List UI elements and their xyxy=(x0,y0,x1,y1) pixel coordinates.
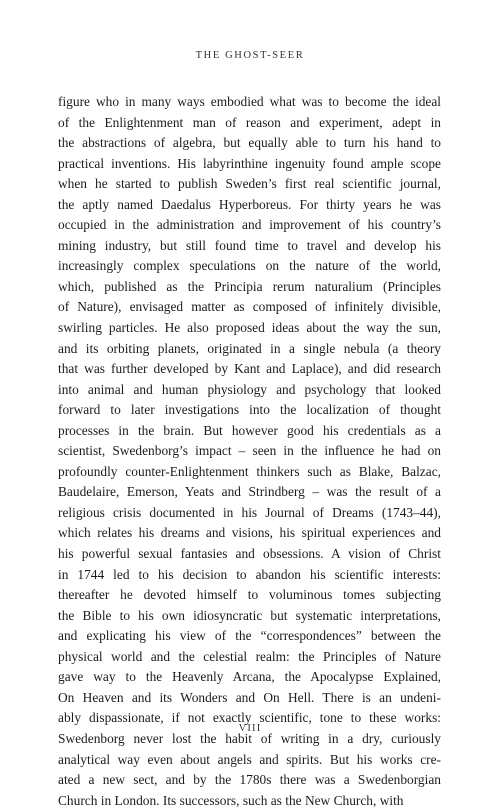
text-line: occupied in the administration and improvement of his country’s xyxy=(58,217,441,233)
text-line: of Nature), envisaged matter as composed of infinitely divisible, xyxy=(58,299,441,315)
text-line: ated a new sect, and by the 1780s there was a Swedenborgian xyxy=(58,772,441,788)
text-line: that was further developed by Kant and Laplace), and did research xyxy=(58,361,441,377)
text-line: the abstractions of algebra, but equally able to turn his hand to xyxy=(58,135,441,151)
text-line: when he started to publish Sweden’s first real scientific journal, xyxy=(58,176,441,192)
text-line: ably dispassionate, if not exactly scientific, tone to these works: xyxy=(58,710,441,726)
text-line: thereafter he devoted himself to voluminous tomes subjecting xyxy=(58,587,441,603)
text-line: the Bible to his own idiosyncratic but systematic interpretations, xyxy=(58,607,441,623)
text-line: of the Enlightenment man of reason and experiment, adept in xyxy=(58,114,441,130)
text-line: figure who in many ways embodied what was to become the ideal xyxy=(58,94,441,109)
text-line: the aptly named Daedalus Hyperboreus. For thirty years he was xyxy=(58,196,441,212)
text-line: forward to later investigations into the localization of thought xyxy=(58,402,441,418)
text-line: into animal and human physiology and psychology that looked xyxy=(58,381,441,397)
text-line: and explicating his view of the “correspondences” between the xyxy=(58,628,441,644)
text-line: Swedenborg never lost the habit of writing in a dry, curiously xyxy=(58,730,441,746)
text-line: practical inventions. His labyrinthine ingenuity found ample scope xyxy=(58,155,441,171)
text-line: which relates his dreams and visions, his spiritual experiences and xyxy=(58,525,441,541)
text-line: in 1744 led to his decision to abandon his scientific interests: xyxy=(58,566,441,582)
text-line: On Heaven and its Wonders and On Hell. There is an undeni- xyxy=(58,689,441,705)
text-line: mining industry, but still found time to travel and develop his xyxy=(58,237,441,253)
text-line: gave way to the Heavenly Arcana, the Apocalypse Explained, xyxy=(58,669,441,685)
text-line: scientist, Swedenborg’s impact – seen in the influence he had on xyxy=(58,443,441,459)
text-line: physical world and the celestial realm: the Principles of Nature xyxy=(58,648,441,664)
text-line: Church in London. Its successors, such as the New Church, with xyxy=(58,792,404,808)
text-line: and its orbiting planets, originated in a single nebula (a theory xyxy=(58,340,441,356)
text-line: processes in the brain. But however good his credentials as a xyxy=(58,422,441,438)
text-line: which, published as the Principia rerum naturalium (Principles xyxy=(58,278,441,294)
text-line: his powerful sexual fantasies and obsessions. A vision of Christ xyxy=(58,546,441,562)
text-line: religious crisis documented in his Journal of Dreams (1743–44), xyxy=(58,504,441,520)
running-head: THE GHOST-SEER xyxy=(195,50,305,61)
text-line: analytical way even about angels and spirits. But his works cre- xyxy=(58,751,441,767)
text-line: swirling particles. He also proposed ideas about the way the sun, xyxy=(58,320,441,336)
text-line: profoundly counter-Enlightenment thinkers such as Blake, Balzac, xyxy=(58,463,441,479)
text-line: increasingly complex speculations on the nature of the world, xyxy=(58,258,441,274)
body-text xyxy=(58,92,441,811)
page-number: VIII xyxy=(238,723,262,734)
text-line: Baudelaire, Emerson, Yeats and Strindberg – was the result of a xyxy=(58,484,441,500)
